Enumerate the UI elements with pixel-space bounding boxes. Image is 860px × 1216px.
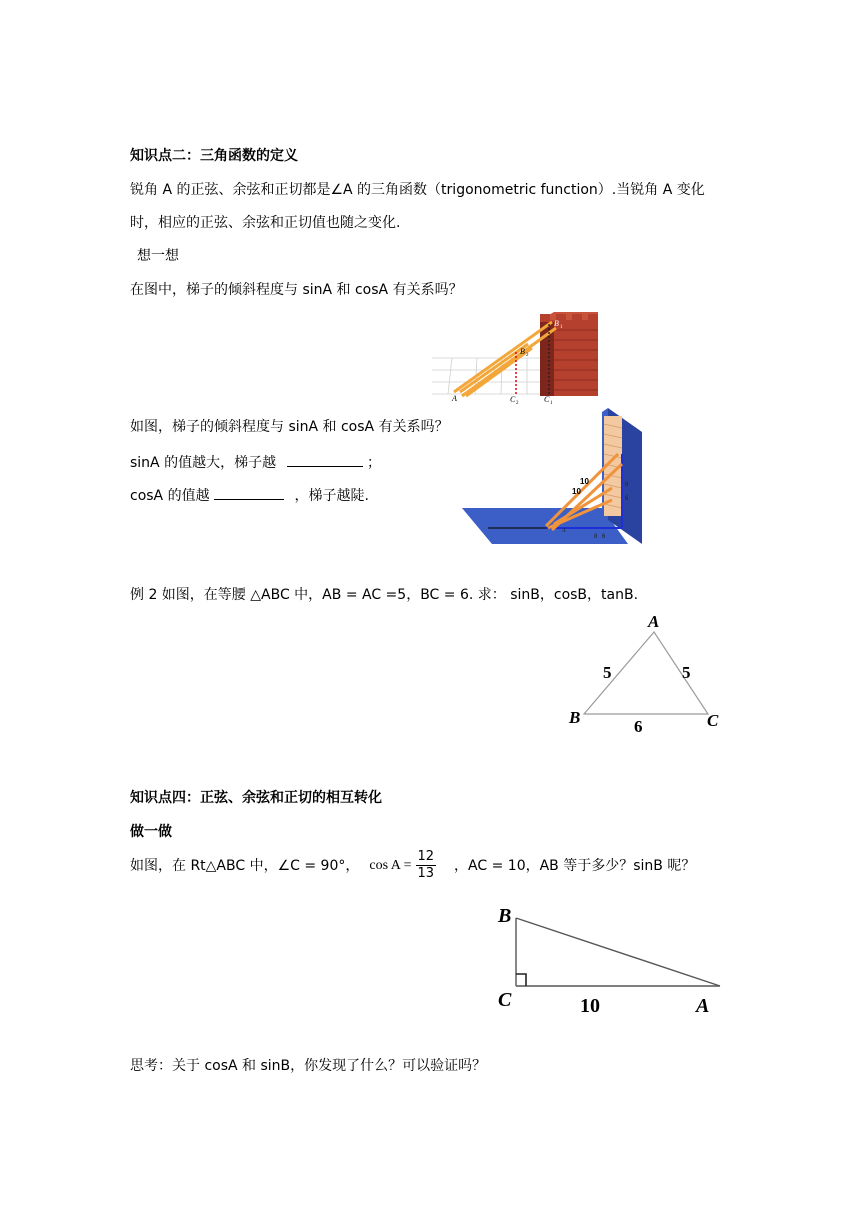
frac-numerator: 12 [417, 849, 435, 864]
label-10-upper: 10 [580, 477, 589, 486]
label-6-side: 6 [625, 496, 629, 502]
fill1-prefix: sinA 的值越大，梯子越 [130, 455, 277, 471]
answer-blank-1[interactable] [287, 452, 363, 467]
label-C2-sub: 2 [516, 401, 519, 406]
cos-label: cos A = [369, 857, 412, 873]
label-B2-sub: 2 [526, 353, 529, 358]
label-8-side: 8 [625, 482, 629, 488]
right-triangle [494, 900, 734, 1022]
label-C1: C [544, 395, 550, 404]
section2-line2: 时，相应的正弦、余弦和正切值也随之变化. [130, 215, 401, 231]
side-AC: 5 [682, 663, 691, 682]
label-C2: C [510, 395, 516, 404]
think-label: 想一想 [137, 248, 179, 264]
vertex-C: C [707, 711, 719, 730]
right-angle-mark [516, 974, 526, 986]
fill2-prefix: cosA 的值越 [130, 488, 210, 504]
label-A: A [562, 528, 566, 534]
question2: 如图，梯子的倾斜程度与 sinA 和 cosA 有关系吗？ [130, 419, 449, 435]
vertex-B: B [498, 905, 512, 927]
section4-subheading: 做一做 [130, 824, 172, 840]
fraction-12-13 [416, 849, 437, 882]
question1: 在图中，梯子的倾斜程度与 sinA 和 cosA 有关系吗？ [130, 282, 463, 298]
side-AB: 5 [603, 663, 612, 682]
section4-heading: 知识点四：正弦、余弦和正切的相互转化 [130, 790, 382, 806]
q-suffix: ，AC = 10，AB 等于多少？sinB 呢？ [454, 857, 696, 874]
ladder-figure [432, 308, 602, 406]
answer-blank-2[interactable] [214, 485, 284, 500]
label-6-bottom: 6 [602, 534, 606, 540]
vertex-B: B [569, 708, 581, 727]
section2-heading: 知识点二：三角函数的定义 [130, 148, 298, 164]
fill1-suffix: ； [367, 455, 381, 471]
isosceles-triangle [566, 610, 736, 740]
label-B1: B [554, 319, 559, 328]
example2-text: 例 2 如图，在等腰 △ABC 中，AB = AC =5，BC = 6. 求： sinB，cosB，tanB. [130, 587, 639, 603]
label-B2: B [520, 347, 525, 356]
fill-line-1 [130, 452, 381, 472]
label-A: A [452, 394, 457, 403]
vertex-C: C [498, 989, 512, 1011]
label-C1-sub: 1 [550, 401, 553, 406]
side-BC: 6 [634, 717, 643, 736]
fill2-suffix: ，梯子越陡. [294, 488, 369, 504]
vertex-A: A [648, 612, 660, 631]
label-10-lower: 10 [572, 487, 581, 496]
think-question: 思考：关于 cosA 和 sinB，你发现了什么？可以验证吗？ [130, 1058, 487, 1074]
label-8-bottom: 8 [594, 534, 598, 540]
ladder-figure-2 [462, 408, 648, 548]
q-prefix: 如图，在 Rt△ABC 中，∠C = 90°， [130, 857, 360, 874]
section2-line1: 锐角 A 的正弦、余弦和正切都是∠A 的三角函数（trigonometric function）.当锐角 A 变化 [130, 182, 705, 198]
fill-line-2 [130, 485, 369, 505]
frac-denominator: 13 [417, 866, 435, 881]
section4-question [130, 849, 695, 882]
side-AC: 10 [580, 995, 600, 1017]
vertex-A: A [696, 995, 710, 1017]
label-B1-sub: 1 [560, 325, 563, 330]
